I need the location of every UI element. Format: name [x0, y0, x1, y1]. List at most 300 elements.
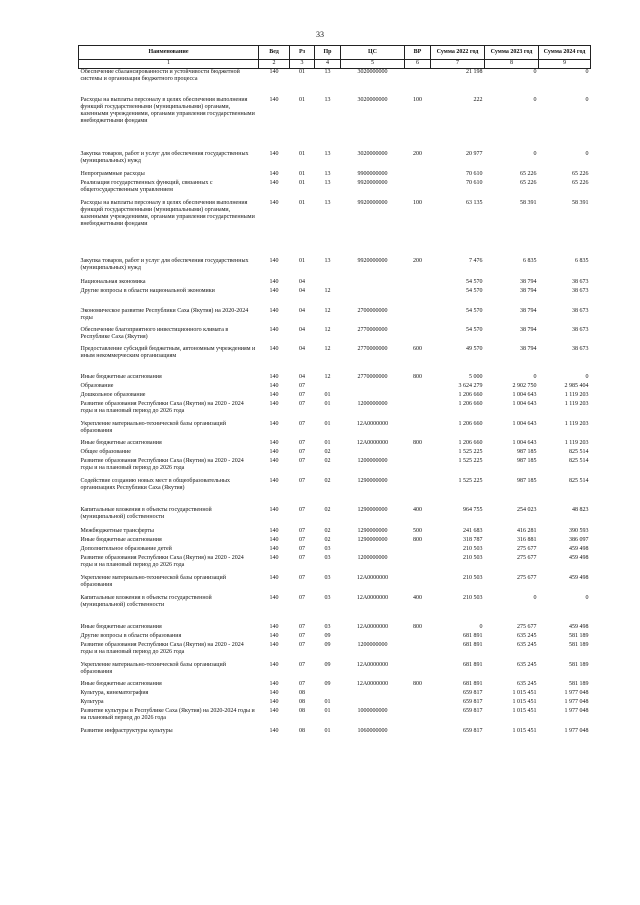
row-sum-2023: 38 794 — [520, 287, 537, 294]
row-cs — [341, 279, 405, 288]
row-cs: 2770000000 — [357, 326, 388, 333]
row-sum-2023: 275 677 — [517, 554, 537, 561]
row-sum-2023: 1 004 643 — [512, 420, 537, 427]
row-name: Дополнительное образование детей — [80, 545, 172, 552]
row-name: Иные бюджетные ассигнования — [80, 680, 162, 687]
row-ved: 140 — [269, 661, 279, 668]
row-sum-2022: 54 570 — [466, 278, 483, 285]
column-number: 5 — [341, 60, 405, 69]
row-sum-2023: 1 015 451 — [512, 707, 537, 714]
row-rz: 07 — [299, 448, 305, 455]
row-sum-2024: 581 189 — [569, 680, 589, 687]
row-sum-2022: 54 570 — [466, 287, 483, 294]
row-sum-2023: 275 677 — [517, 574, 537, 581]
row-pr: 01 — [324, 439, 331, 446]
row-ved: 140 — [269, 373, 279, 380]
row-sum-2023: 1 015 451 — [512, 698, 537, 705]
row-rz: 07 — [299, 641, 305, 648]
row-sum-2022: 222 — [473, 96, 483, 103]
row-cs: 12А0000000 — [356, 439, 389, 446]
row-sum-2023: 38 794 — [520, 307, 537, 314]
row-ved: 140 — [269, 506, 279, 513]
row-sum-2022: 70 610 — [466, 179, 483, 186]
table-row — [79, 308, 591, 327]
row-rz: 01 — [299, 170, 305, 177]
row-sum-2024: 2 985 404 — [564, 382, 589, 389]
row-pr: 02 — [324, 527, 331, 534]
row-cs: 1000000000 — [357, 707, 388, 714]
column-number: 6 — [405, 60, 431, 69]
row-sum-2023: 275 677 — [517, 623, 537, 630]
row-sum-2023: 0 — [533, 594, 537, 601]
row-sum-2022: 54 570 — [466, 307, 483, 314]
row-name: Расходы на выплаты персоналу в целях обеспечения выполнения функций государственными (муниципальными) органами, казенными учреждениями, органами управления государственными внебюджетными фондами — [80, 199, 255, 227]
row-sum-2023: 0 — [533, 373, 537, 380]
row-rz: 07 — [299, 680, 305, 687]
row-vr — [405, 690, 431, 699]
row-ved: 140 — [269, 96, 279, 103]
row-cs: 12А0000000 — [356, 420, 389, 427]
row-vr — [405, 171, 431, 180]
row-rz: 07 — [299, 594, 305, 601]
row-cs: 9900000000 — [357, 170, 388, 177]
row-rz: 08 — [299, 727, 305, 734]
row-ved: 140 — [269, 420, 279, 427]
row-cs: 9920000000 — [357, 179, 388, 186]
row-pr: 09 — [324, 632, 331, 639]
row-cs: 1290000000 — [357, 536, 388, 543]
row-rz: 07 — [299, 420, 305, 427]
row-sum-2022: 70 610 — [466, 170, 483, 177]
row-sum-2023: 1 004 643 — [512, 439, 537, 446]
row-vr — [405, 708, 431, 728]
row-cs: 12А0000000 — [356, 574, 389, 581]
row-pr: 03 — [324, 574, 331, 581]
table-row — [79, 288, 591, 308]
row-rz: 07 — [299, 506, 305, 513]
row-sum-2024: 0 — [585, 150, 589, 157]
row-sum-2022: 49 570 — [466, 345, 483, 352]
row-sum-2024: 581 189 — [569, 632, 589, 639]
row-cs: 9920000000 — [357, 257, 388, 264]
row-sum-2022: 1 525 225 — [458, 477, 483, 484]
row-sum-2022: 964 755 — [463, 506, 483, 513]
row-sum-2023: 1 004 643 — [512, 400, 537, 407]
row-name: Иные бюджетные ассигнования — [80, 373, 162, 380]
row-pr: 13 — [324, 69, 331, 75]
row-cs: 1060000000 — [357, 727, 388, 734]
row-name: Культура, кинематография — [80, 689, 149, 696]
row-cs — [341, 383, 405, 392]
row-sum-2024: 65 226 — [572, 170, 589, 177]
row-vr: 400 — [413, 594, 422, 601]
row-cs — [341, 690, 405, 699]
row-vr: 100 — [413, 96, 422, 103]
row-name: Другие вопросы в области образования — [80, 632, 182, 639]
row-rz: 04 — [299, 278, 305, 285]
row-sum-2024: 825 514 — [569, 457, 589, 464]
row-name: Обеспечение сбалансированности и устойчивости бюджетной системы и организация бюджетного процесса — [80, 69, 240, 82]
row-name: Предоставление субсидий бюджетным, автономным учреждениям и иным некоммерческим организациям — [80, 345, 256, 359]
table-body — [79, 69, 591, 740]
column-number: 9 — [539, 60, 591, 69]
table-row — [79, 555, 591, 575]
row-cs: 1290000000 — [357, 527, 388, 534]
row-pr: 09 — [324, 680, 331, 687]
row-pr: 03 — [324, 554, 331, 561]
header-ved: Вед — [259, 46, 290, 60]
row-sum-2024: 825 514 — [569, 477, 589, 484]
row-rz: 04 — [299, 345, 305, 352]
row-pr: 01 — [324, 698, 331, 705]
row-sum-2023: 635 245 — [517, 680, 537, 687]
row-vr — [405, 478, 431, 507]
row-ved: 140 — [269, 554, 279, 561]
row-sum-2023: 987 185 — [517, 448, 537, 455]
row-name: Капитальные вложения в объекты государственной (муниципальной) собственности — [80, 594, 212, 608]
row-sum-2024: 459 498 — [569, 554, 589, 561]
row-pr: 03 — [324, 594, 331, 601]
row-sum-2022: 3 624 279 — [458, 382, 483, 389]
row-vr: 100 — [413, 199, 422, 206]
row-pr: 13 — [324, 179, 331, 186]
table-row — [79, 537, 591, 546]
column-number: 3 — [290, 60, 315, 69]
row-pr: 12 — [324, 326, 331, 333]
row-pr: 12 — [324, 287, 331, 294]
row-sum-2022: 681 891 — [463, 680, 483, 687]
row-ved: 140 — [269, 707, 279, 714]
row-vr — [405, 288, 431, 308]
row-rz: 07 — [299, 574, 305, 581]
row-sum-2022: 1 206 660 — [458, 391, 483, 398]
row-cs: 1290000000 — [357, 477, 388, 484]
row-sum-2024: 459 498 — [569, 623, 589, 630]
page-number: 33 — [316, 30, 324, 39]
row-sum-2024: 38 673 — [572, 326, 589, 333]
header-sum-2022: Сумма 2022 год — [431, 46, 485, 60]
row-sum-2022: 21 198 — [466, 69, 483, 75]
row-sum-2024: 65 226 — [572, 179, 589, 186]
row-sum-2022: 210 503 — [463, 554, 483, 561]
row-rz: 07 — [299, 391, 305, 398]
row-rz: 01 — [299, 96, 305, 103]
row-name: Укрепление материально-технической базы организаций образования — [80, 420, 226, 434]
table-row — [79, 200, 591, 258]
table-row — [79, 642, 591, 662]
row-rz: 07 — [299, 661, 305, 668]
table-row — [79, 383, 591, 392]
row-vr — [405, 392, 431, 401]
row-name: Развитие культуры в Республике Саха (Якутия) на 2020-2024 годы и на плановый период до 2026 года — [80, 707, 255, 721]
row-name: Дошкольное образование — [80, 391, 146, 398]
row-cs: 3020000000 — [357, 150, 388, 157]
row-sum-2024: 459 498 — [569, 574, 589, 581]
row-name: Развитие образования Республики Саха (Якутия) на 2020 - 2024 годы и на плановый период до 2026 года — [80, 641, 244, 655]
row-ved: 140 — [269, 69, 279, 75]
row-pr: 13 — [324, 170, 331, 177]
row-pr: 03 — [324, 623, 331, 630]
row-sum-2022: 54 570 — [466, 326, 483, 333]
row-sum-2022: 7 476 — [469, 257, 483, 264]
table-row — [79, 392, 591, 401]
row-sum-2022: 318 787 — [463, 536, 483, 543]
row-vr — [405, 308, 431, 327]
row-name: Иные бюджетные ассигнования — [80, 623, 162, 630]
row-sum-2024: 1 977 048 — [564, 727, 589, 734]
row-sum-2023: 0 — [533, 96, 537, 103]
row-sum-2024: 38 673 — [572, 287, 589, 294]
row-sum-2022: 1 525 225 — [458, 457, 483, 464]
row-sum-2023: 58 391 — [520, 199, 537, 206]
column-number: 8 — [485, 60, 539, 69]
row-sum-2024: 1 119 203 — [564, 400, 589, 407]
row-sum-2023: 65 226 — [520, 170, 537, 177]
row-sum-2022: 1 206 660 — [458, 420, 483, 427]
row-sum-2024: 1 977 048 — [564, 689, 589, 696]
row-name: Реализация государственных функций, связанных с общегосударственным управлением — [80, 179, 213, 193]
row-pr: 12 — [324, 373, 331, 380]
row-rz: 07 — [299, 554, 305, 561]
table-row — [79, 171, 591, 180]
row-rz: 07 — [299, 457, 305, 464]
row-ved: 140 — [269, 287, 279, 294]
table-row — [79, 708, 591, 728]
column-number: 2 — [259, 60, 290, 69]
row-name: Капитальные вложения в объекты государственной (муниципальной) собственности — [80, 506, 212, 520]
row-name: Иные бюджетные ассигнования — [80, 536, 162, 543]
row-sum-2022: 210 503 — [463, 545, 483, 552]
row-sum-2023: 987 185 — [517, 457, 537, 464]
row-ved: 140 — [269, 278, 279, 285]
row-cs: 1290000000 — [357, 506, 388, 513]
row-rz: 07 — [299, 545, 305, 552]
row-pr — [315, 690, 341, 699]
row-vr: 800 — [413, 373, 422, 380]
row-rz: 04 — [299, 326, 305, 333]
row-sum-2022: 241 683 — [463, 527, 483, 534]
header-pr: Пр — [315, 46, 341, 60]
row-vr — [405, 575, 431, 595]
row-ved: 140 — [269, 170, 279, 177]
row-name: Образование — [80, 382, 114, 389]
row-cs: 12А0000000 — [356, 680, 389, 687]
table-row — [79, 401, 591, 421]
row-sum-2024: 38 673 — [572, 345, 589, 352]
row-ved: 140 — [269, 400, 279, 407]
row-vr: 500 — [413, 527, 422, 534]
row-pr: 01 — [324, 707, 331, 714]
row-ved: 140 — [269, 632, 279, 639]
row-ved: 140 — [269, 698, 279, 705]
row-vr — [405, 421, 431, 440]
row-pr: 13 — [324, 150, 331, 157]
row-rz: 01 — [299, 179, 305, 186]
row-sum-2024: 0 — [585, 96, 589, 103]
table-row — [79, 528, 591, 537]
table-row — [79, 440, 591, 449]
row-sum-2023: 0 — [533, 150, 537, 157]
row-sum-2023: 38 794 — [520, 326, 537, 333]
row-ved: 140 — [269, 179, 279, 186]
row-cs: 2700000000 — [357, 307, 388, 314]
row-name: Непрограммные расходы — [80, 170, 145, 177]
row-cs: 12А0000000 — [356, 594, 389, 601]
row-vr — [405, 279, 431, 288]
row-cs — [341, 288, 405, 308]
row-vr — [405, 728, 431, 740]
row-cs: 1200000000 — [357, 641, 388, 648]
row-pr: 01 — [324, 420, 331, 427]
row-pr: 01 — [324, 400, 331, 407]
row-name: Укрепление материально-технической базы организаций образования — [80, 574, 226, 588]
row-cs: 2770000000 — [357, 345, 388, 352]
row-sum-2024: 1 119 203 — [564, 391, 589, 398]
row-sum-2024: 825 514 — [569, 448, 589, 455]
row-vr — [405, 699, 431, 708]
row-sum-2022: 659 817 — [463, 707, 483, 714]
table-row — [79, 728, 591, 740]
table-row — [79, 421, 591, 440]
row-vr: 600 — [413, 345, 422, 352]
row-sum-2022: 659 817 — [463, 689, 483, 696]
table-row — [79, 97, 591, 151]
row-sum-2023: 635 245 — [517, 641, 537, 648]
row-pr: 02 — [324, 536, 331, 543]
column-number: 7 — [431, 60, 485, 69]
row-vr — [405, 69, 431, 97]
row-name: Закупка товаров, работ и услуг для обеспечения государственных (муниципальных) нужд — [80, 150, 249, 164]
row-vr — [405, 180, 431, 200]
row-name: Развитие образования Республики Саха (Якутия) на 2020 - 2024 годы и на плановый период до 2026 года — [80, 554, 244, 568]
row-vr: 800 — [413, 536, 422, 543]
row-ved: 140 — [269, 457, 279, 464]
row-ved: 140 — [269, 641, 279, 648]
row-sum-2022: 1 525 225 — [458, 448, 483, 455]
row-vr: 800 — [413, 439, 422, 446]
row-pr: 01 — [324, 727, 331, 734]
row-sum-2024: 38 673 — [572, 307, 589, 314]
row-ved: 140 — [269, 574, 279, 581]
row-sum-2022: 1 206 660 — [458, 439, 483, 446]
row-vr — [405, 555, 431, 575]
row-sum-2024: 459 498 — [569, 545, 589, 552]
table-row — [79, 575, 591, 595]
row-pr — [315, 279, 341, 288]
table-row — [79, 690, 591, 699]
row-rz: 07 — [299, 439, 305, 446]
row-name: Национальная экономика — [80, 278, 146, 285]
row-sum-2023: 1 015 451 — [512, 727, 537, 734]
table-row — [79, 595, 591, 624]
row-rz: 07 — [299, 477, 305, 484]
column-number: 1 — [79, 60, 259, 69]
table-row — [79, 681, 591, 690]
budget-table — [78, 45, 591, 740]
row-rz: 07 — [299, 536, 305, 543]
row-ved: 140 — [269, 623, 279, 630]
row-pr: 09 — [324, 661, 331, 668]
row-ved: 140 — [269, 439, 279, 446]
row-vr — [405, 327, 431, 346]
row-sum-2023: 635 245 — [517, 632, 537, 639]
row-sum-2023: 416 281 — [517, 527, 537, 534]
row-sum-2023: 635 245 — [517, 661, 537, 668]
row-rz: 08 — [299, 698, 305, 705]
row-vr: 400 — [413, 506, 422, 513]
row-ved: 140 — [269, 326, 279, 333]
row-vr — [405, 662, 431, 681]
row-ved: 140 — [269, 680, 279, 687]
row-cs: 12А0000000 — [356, 661, 389, 668]
row-pr — [315, 383, 341, 392]
row-rz: 04 — [299, 307, 305, 314]
row-vr — [405, 449, 431, 458]
row-rz: 01 — [299, 257, 305, 264]
row-pr: 03 — [324, 545, 331, 552]
row-cs — [341, 699, 405, 708]
row-sum-2023: 1 015 451 — [512, 689, 537, 696]
row-cs: 2770000000 — [357, 373, 388, 380]
row-sum-2023: 2 902 750 — [512, 382, 537, 389]
header-name: Наименование — [79, 46, 259, 60]
row-rz: 04 — [299, 287, 305, 294]
row-ved: 140 — [269, 545, 279, 552]
table-row — [79, 279, 591, 288]
header-vr: ВР — [405, 46, 431, 60]
table-header — [79, 46, 591, 60]
table-row — [79, 699, 591, 708]
row-ved: 140 — [269, 477, 279, 484]
row-name: Расходы на выплаты персоналу в целях обеспечения выполнения функций государственными (муниципальными) органами, казенными учреждениями, органами управления государственными внебюджетными фондами — [80, 96, 255, 124]
row-cs — [341, 392, 405, 401]
row-cs: 3020000000 — [357, 96, 388, 103]
row-sum-2024: 1 977 048 — [564, 698, 589, 705]
row-cs: 3020000000 — [357, 69, 388, 75]
header-sum-2023: Сумма 2023 год — [485, 46, 539, 60]
row-sum-2024: 1 119 203 — [564, 439, 589, 446]
row-ved: 140 — [269, 727, 279, 734]
row-vr — [405, 546, 431, 555]
row-sum-2024: 48 823 — [572, 506, 589, 513]
table-row — [79, 151, 591, 171]
table-row — [79, 546, 591, 555]
row-vr: 200 — [413, 257, 422, 264]
table-row — [79, 346, 591, 374]
row-ved: 140 — [269, 199, 279, 206]
row-name: Культура — [80, 698, 104, 705]
row-sum-2022: 0 — [479, 623, 483, 630]
row-sum-2023: 0 — [533, 69, 537, 75]
row-ved: 140 — [269, 527, 279, 534]
row-sum-2022: 20 977 — [466, 150, 483, 157]
column-numbers-row — [79, 60, 591, 69]
row-name: Закупка товаров, работ и услуг для обеспечения государственных (муниципальных) нужд — [80, 257, 249, 271]
row-pr: 02 — [324, 448, 331, 455]
row-pr: 12 — [324, 345, 331, 352]
row-vr — [405, 383, 431, 392]
row-rz: 01 — [299, 199, 305, 206]
row-sum-2022: 681 891 — [463, 641, 483, 648]
row-name: Развитие образования Республики Саха (Якутия) на 2020 - 2024 годы и на плановый период до 2026 года — [80, 457, 244, 471]
row-rz: 08 — [299, 689, 305, 696]
row-vr: 800 — [413, 680, 422, 687]
row-ved: 140 — [269, 257, 279, 264]
column-number: 4 — [315, 60, 341, 69]
row-vr — [405, 642, 431, 662]
table-row — [79, 180, 591, 200]
row-name: Укрепление материально-технической базы организаций образования — [80, 661, 226, 675]
